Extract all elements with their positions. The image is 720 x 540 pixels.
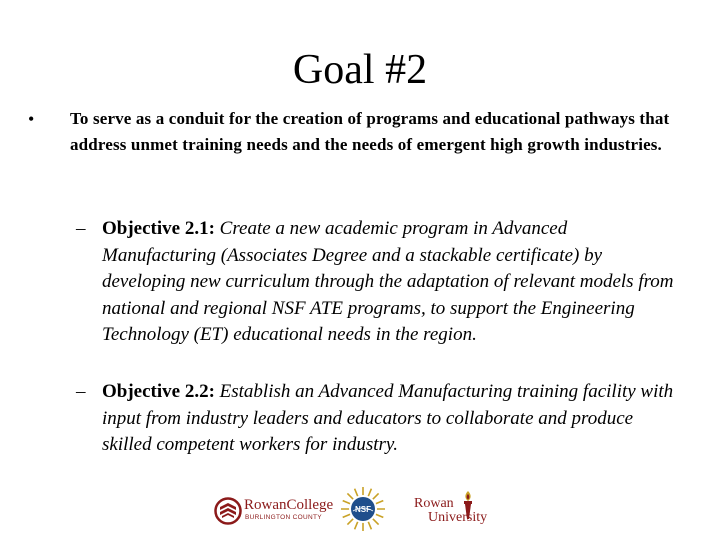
objective-body: Create a new academic program in Advanced Manufacturing (Associates Degree and a stackable certificate) by developing new curriculum through the adaptation of relevant models from national and regional NSF ATE programs, to support the Engineering Technology (ET) educational needs in the region. — [102, 218, 674, 345]
objective-label: Objective 2.2: — [102, 381, 215, 402]
rowan-university-top: Rowan — [414, 496, 454, 511]
objective-2-1 — [76, 216, 676, 349]
slide-title: Goal #2 — [292, 47, 428, 93]
objective-2-2 — [76, 379, 676, 459]
rowan-university-bottom: University — [428, 510, 488, 525]
rowan-college-burlington-county-logo — [214, 496, 334, 526]
objective-marker: – — [76, 381, 86, 402]
objective-body: Establish an Advanced Manufacturing training facility with input from industry leaders and educators to collaborate and produce skilled competent workers for industry. — [102, 381, 674, 455]
goal-statement: To serve as a conduit for the creation of programs and educational pathways that address unmet training needs and the needs of emergent high growth industries. — [70, 109, 670, 154]
nsf-seal-icon — [340, 486, 386, 532]
objective-marker: – — [76, 218, 86, 239]
nsf-text: NSF — [355, 505, 371, 514]
bullet-marker: • — [28, 109, 35, 129]
goal-bullet — [28, 106, 678, 158]
rcbc-subtitle: BURLINGTON COUNTY — [245, 514, 322, 521]
rowan-university-logo — [414, 490, 490, 530]
rcbc-name: RowanCollege — [244, 497, 334, 513]
logo-strip — [0, 486, 720, 534]
objective-label: Objective 2.1: — [102, 218, 215, 239]
rcbc-emblem-icon — [214, 497, 242, 525]
objective-text — [102, 216, 676, 349]
nsf-logo — [340, 486, 386, 532]
objective-text — [102, 379, 676, 459]
